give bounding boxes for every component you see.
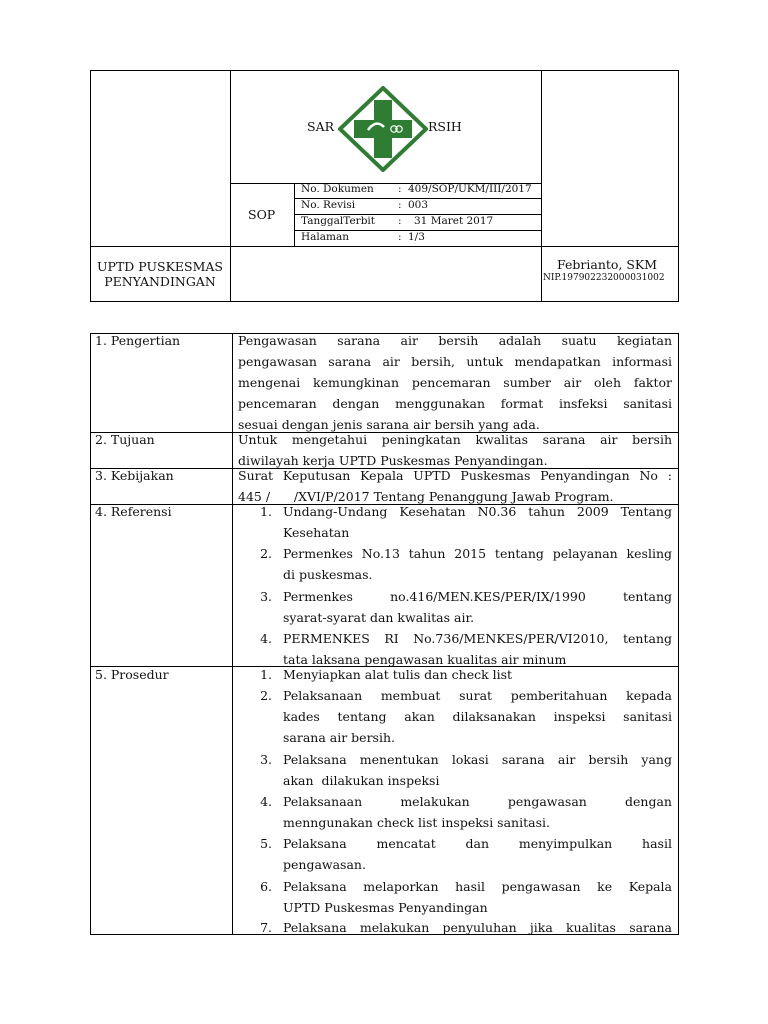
pengertian-line: pengawasan sarana air bersih, untuk mendapatkan informasi — [238, 354, 672, 369]
prosedur-step: Pelaksana melakukan penyuluhan jika kualitas sarana — [283, 920, 672, 935]
referensi-item-cont: di puskesmas. — [283, 567, 373, 582]
pengertian-line: pencemaran dengan menggunakan format insfeksi sanitasi — [238, 396, 672, 411]
prosedur-number: 7. — [260, 920, 272, 935]
prosedur-number: 2. — [260, 688, 272, 703]
meta-sep: : — [398, 215, 402, 227]
referensi-item: Undang-Undang Kesehatan N0.36 tahun 2009 Tentang — [283, 504, 672, 519]
meta-label: No. Dokumen — [301, 183, 374, 195]
prosedur-step: Pelaksanaan membuat surat pemberitahuan kepada — [283, 688, 672, 703]
prosedur-number: 3. — [260, 752, 272, 767]
prosedur-number: 4. — [260, 794, 272, 809]
tujuan-line: diwilayah kerja UPTD Puskesmas Penyandingan. — [238, 453, 548, 468]
tujuan-line: Untuk mengetahui peningkatan kwalitas sarana air bersih — [238, 432, 672, 447]
kebijakan-line: Surat Keputusan Kepala UPTD Puskesmas Penyandingan No : — [238, 468, 672, 483]
pengertian-line: sesuai dengan jenis sarana air bersih yang ada. — [238, 417, 540, 432]
meta-sep: : — [398, 199, 402, 211]
meta-label: TanggalTerbit — [301, 215, 375, 227]
section-label-kebijakan: 3. Kebijakan — [95, 468, 174, 483]
signer-nip: NIP.197902232000031002 — [543, 273, 665, 283]
referensi-item-cont: Kesehatan — [283, 525, 350, 540]
referensi-number: 1. — [260, 504, 272, 519]
referensi-item: PERMENKES RI No.736/MENKES/PER/VI2010, tentang — [283, 631, 672, 646]
referensi-number: 3. — [260, 589, 272, 604]
prosedur-step-cont: sarana air bersih. — [283, 730, 395, 745]
prosedur-step-cont: akan dilakukan inspeksi — [283, 773, 440, 788]
organization-name — [90, 259, 230, 289]
meta-value: 003 — [408, 199, 429, 211]
referensi-item: Permenkes No.13 tahun 2015 tentang pelayanan kesling — [283, 546, 672, 561]
meta-label: No. Revisi — [301, 199, 356, 211]
section-label-tujuan: 2. Tujuan — [95, 432, 155, 447]
section-label-referensi: 4. Referensi — [95, 504, 172, 519]
meta-value: 409/SOP/UKM/III/2017 — [408, 183, 532, 195]
org-line-1: UPTD PUSKESMAS — [97, 259, 223, 274]
referensi-number: 4. — [260, 631, 272, 646]
prosedur-step: Pelaksanaan melakukan pengawasan dengan — [283, 794, 672, 809]
prosedur-step: Pelaksana melaporkan hasil pengawasan ke Kepala — [283, 879, 672, 894]
pengertian-line: mengenai kemungkinan pencemaran sumber air oleh faktor — [238, 375, 672, 390]
puskesmas-logo-icon — [338, 86, 428, 172]
header-title-right: RSIH — [428, 119, 462, 134]
section-label-prosedur: 5. Prosedur — [95, 667, 169, 682]
sop-label: SOP — [248, 207, 276, 222]
prosedur-step: Menyiapkan alat tulis dan check list — [283, 667, 513, 682]
prosedur-step: Pelaksana mencatat dan menyimpulkan hasil — [283, 836, 672, 851]
signer-name: Febrianto, SKM — [557, 257, 658, 272]
prosedur-number: 1. — [260, 667, 272, 682]
prosedur-number: 5. — [260, 836, 272, 851]
header-title-left: SAR — [307, 119, 335, 134]
org-line-2: PENYANDINGAN — [104, 274, 216, 289]
prosedur-step-cont: UPTD Puskesmas Penyandingan — [283, 900, 488, 915]
pengertian-line: Pengawasan sarana air bersih adalah suatu kegiatan — [238, 333, 672, 348]
referensi-item-cont: tata laksana pengawasan kualitas air minum — [283, 652, 567, 667]
meta-sep: : — [398, 183, 402, 195]
prosedur-step-cont: kades tentang akan dilaksanakan inspeksi sanitasi — [283, 709, 672, 724]
prosedur-number: 6. — [260, 879, 272, 894]
prosedur-step: Pelaksana menentukan lokasi sarana air bersih yang — [283, 752, 672, 767]
prosedur-step-cont: menngunakan check list inspeksi sanitasi. — [283, 815, 550, 830]
meta-value: 31 Maret 2017 — [414, 215, 494, 227]
meta-label: Halaman — [301, 231, 350, 243]
referensi-number: 2. — [260, 546, 272, 561]
referensi-item-cont: syarat-syarat dan kwalitas air. — [283, 610, 475, 625]
section-label-pengertian: 1. Pengertian — [95, 333, 181, 348]
meta-value: 1/3 — [408, 231, 425, 243]
referensi-item: Permenkes no.416/MEN.KES/PER/IX/1990 tentang — [283, 589, 672, 604]
meta-sep: : — [398, 231, 402, 243]
prosedur-step-cont: pengawasan. — [283, 857, 366, 872]
kebijakan-line: 445 / /XVI/P/2017 Tentang Penanggung Jawab Program. — [238, 489, 614, 504]
